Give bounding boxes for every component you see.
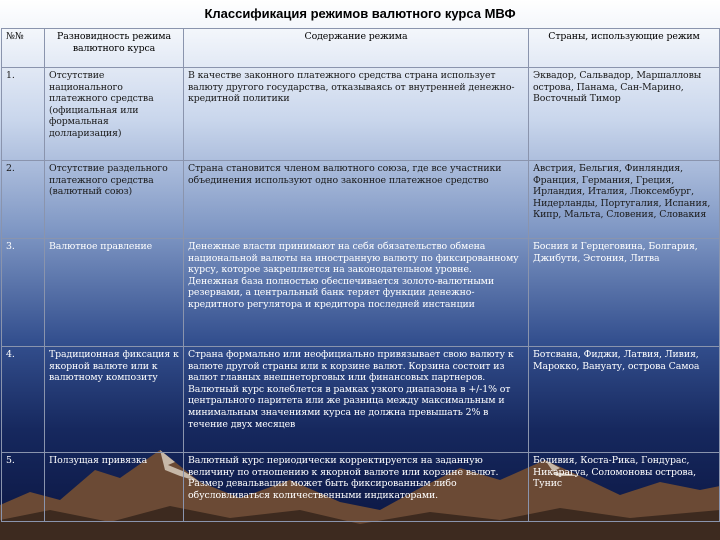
- page-title: Классификация режимов валютного курса МВФ: [204, 6, 516, 21]
- row-type: Отсутствие национального платежного средства (официальная или формальная долларизация): [45, 68, 184, 161]
- row-num: 1.: [2, 68, 45, 161]
- table-row: [2, 239, 720, 347]
- row-countries: Босния и Герцеговина, Болгария, Джибути, Эстония, Литва: [529, 239, 720, 347]
- row-countries: Эквадор, Сальвадор, Маршалловы острова, Панама, Сан-Марино, Восточный Тимор: [529, 68, 720, 161]
- row-type: Ползущая привязка: [45, 453, 184, 522]
- row-type: Отсутствие раздельного платежного средства (валютный союз): [45, 161, 184, 239]
- row-num: 4.: [2, 347, 45, 453]
- row-content: В качестве законного платежного средства страна использует валюту другого государства, отказываясь от внутренней денежно-кредитной политики: [184, 68, 529, 161]
- row-type: Традиционная фиксация к якорной валюте или к валютному композиту: [45, 347, 184, 453]
- table-header-row: [2, 29, 720, 68]
- header-countries: Страны, использующие режим: [529, 29, 720, 68]
- table-row: [2, 161, 720, 239]
- table-row: [2, 453, 720, 522]
- row-content: Страна формально или неофициально привязывает свою валюту к валюте другой страны или к корзине валют. Корзина состоит из валют главных внешнеторговых или финансовых партнеров. Валютный курс колеблется в рамках узкого диапазона в +/-1% от центрального паритета или же разница между максимальным и минимальным значениями курса не должна превышать 2% в течение двух месяцев: [184, 347, 529, 453]
- row-countries: Австрия, Бельгия, Финляндия, Франция, Германия, Греция, Ирландия, Италия, Люксембург, Нидерланды, Португалия, Испания, Кипр, Мальта, Словения, Словакия: [529, 161, 720, 239]
- row-content: Страна становится членом валютного союза, где все участники объединения используют одно законное платежное средство: [184, 161, 529, 239]
- row-countries: Боливия, Коста-Рика, Гондурас, Никарагуа, Соломоновы острова, Тунис: [529, 453, 720, 522]
- header-num: №№: [2, 29, 45, 68]
- header-type: Разновидность режима валютного курса: [45, 29, 184, 68]
- row-type: Валютное правление: [45, 239, 184, 347]
- table-row: [2, 347, 720, 453]
- regime-table: [1, 28, 720, 522]
- row-num: 3.: [2, 239, 45, 347]
- row-content: Денежные власти принимают на себя обязательство обмена национальной валюты на иностранную валюту по фиксированному курсу, которое закрепляется на законодательном уровне. Денежная база полностью обеспечивается золото-валютными резервами, а центральный банк теряет функции денежно-кредитного регулятора и кредитора последней инстанции: [184, 239, 529, 347]
- header-content: Содержание режима: [184, 29, 529, 68]
- row-num: 2.: [2, 161, 45, 239]
- table-row: [2, 68, 720, 161]
- row-content: Валютный курс периодически корректируется на заданную величину по отношению к якорной валюте или корзине валют. Размер девальвации может быть фиксированным либо обусловливаться количественными индикаторами.: [184, 453, 529, 522]
- row-countries: Ботсвана, Фиджи, Латвия, Ливия, Марокко, Вануату, острова Самоа: [529, 347, 720, 453]
- row-num: 5.: [2, 453, 45, 522]
